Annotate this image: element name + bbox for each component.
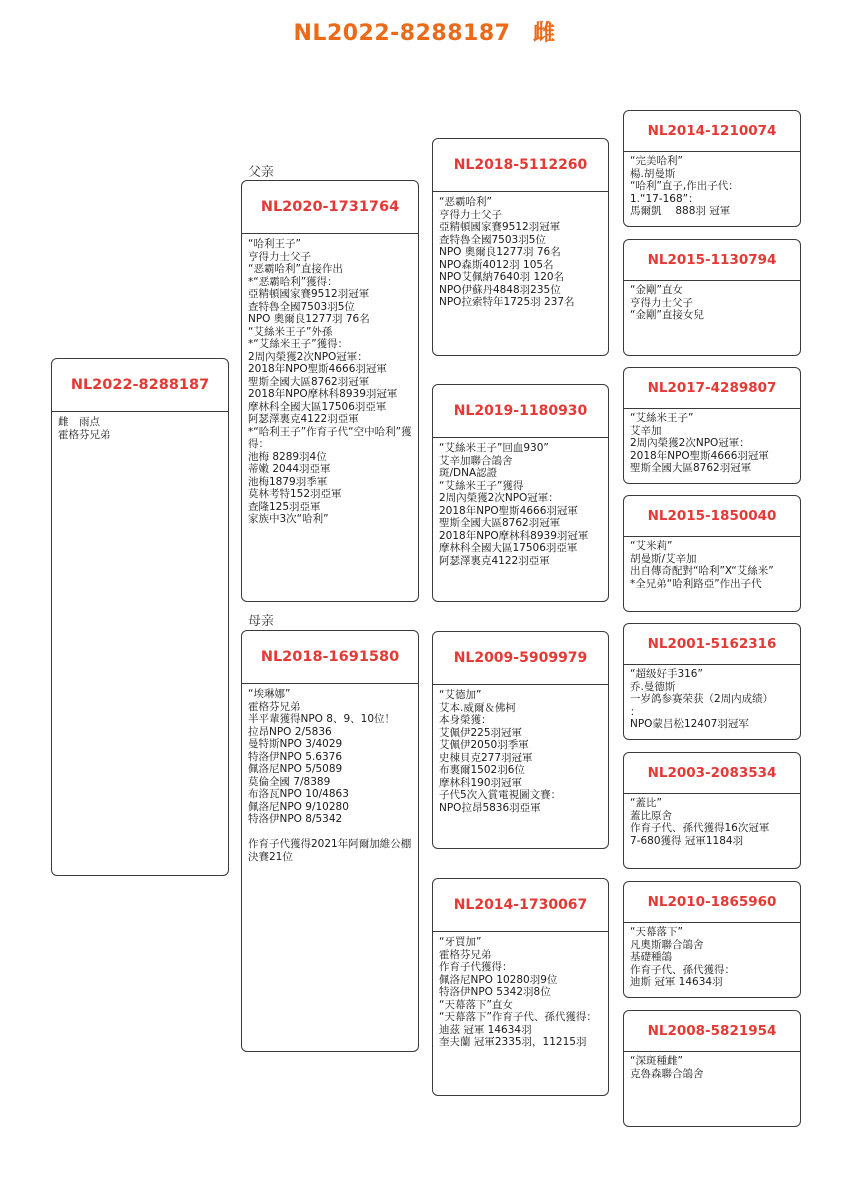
great-grandparent-card-6 (623, 752, 801, 869)
great-grandparent-info-5: “超级好手316” 乔.曼德斯 一岁鸽参赛荣获（2周内成绩） ： NPO蒙吕松12407羽冠军 (630, 668, 774, 730)
great-grandparent-ring-8: NL2008-5821954 (624, 1011, 800, 1052)
grandsire-maternal-card (432, 631, 609, 849)
great-grandparent-info-1: “完美哈利” 楊.胡曼斯 “哈利”直子,作出子代： 1.“17-168”： 馬爾凱 888羽 冠軍 (630, 155, 739, 217)
dam-ring: NL2018-1691580 (242, 631, 418, 684)
great-grandparent-ring-4: NL2015-1850040 (624, 496, 800, 537)
great-grandparent-info-7: “天幕落下” 凡奧斯聯合鴿舍 基礎種鴿 作育子代、孫代獲得： 迪斯 冠軍 14634羽 (630, 926, 735, 988)
great-grandparent-card-3 (623, 367, 801, 484)
sire-info: “哈利王子” 亨得力士父子 “恶霸哈利”直接作出 *“恶霸哈利”獲得： 亞精頓國家賽9512羽冠軍 查特魯全國7503羽5位 NPO 奧爾良1277羽 76名 “艾絲米王子”外孫 *“艾絲米王子”獲得： 2周內榮獲2次NPO冠軍： 2018年NPO聖斯4666羽冠軍 聖斯全國大區8762羽冠軍 2018年NPO摩林科8939羽冠軍 摩林科全國大區17506羽亞軍 阿瑟澤裏克4122羽亞軍 *“哈利王子”作育子代“空中哈利”獲得： 池梅 8289羽4位 蒂嫩 2044羽亞軍 池梅1879羽季軍 莫林考特152羽亞軍 查隆125羽亞軍 家族中3次“哈利” (248, 238, 412, 525)
great-grandparent-ring-2: NL2015-1130794 (624, 240, 800, 281)
dam-card (241, 630, 419, 1052)
subject-ring: NL2022-8288187 (52, 359, 228, 412)
great-grandparent-info-8: “深斑種雌” 克魯森聯合鴿舍 (630, 1055, 704, 1080)
great-grandparent-ring-1: NL2014-1210074 (624, 111, 800, 152)
great-grandparent-info-4: “艾米莉” 胡曼斯/艾辛加 出自傳奇配對“哈利”X“艾絲米” *全兄弟“哈利路亞”作出子代 (630, 540, 774, 590)
granddam-paternal-card (432, 384, 609, 602)
sire-label: 父亲 (248, 165, 275, 180)
dam-label: 母亲 (248, 614, 275, 629)
great-grandparent-card-4 (623, 495, 801, 612)
great-grandparent-info-6: “蓋比” 蓋比原舍 作育子代、孫代獲得16次冠軍 7-680獲得 冠軍1184羽 (630, 797, 770, 847)
granddam-paternal-info: “艾絲米王子”回血930” 艾辛加聯合鴿舍 斑/DNA認證 “艾絲米王子”獲得 2周內榮獲2次NPO冠軍： 2018年NPO聖斯4666羽冠軍 聖斯全國大區8762羽冠軍 2018年NPO摩林科8939羽冠軍 摩林科全國大區17506羽亞軍 阿瑟澤裏克4122羽亞軍 (439, 442, 589, 567)
granddam-maternal-ring: NL2014-1730067 (433, 879, 608, 932)
great-grandparent-card-8 (623, 1010, 801, 1127)
great-grandparent-info-3: “艾絲米王子” 艾辛加 2周內榮獲2次NPO冠軍： 2018年NPO聖斯4666羽冠軍 聖斯全國大區8762羽冠軍 (630, 412, 769, 474)
subject-card (51, 358, 229, 876)
grandsire-paternal-ring: NL2018-5112260 (433, 139, 608, 192)
granddam-maternal-info: “牙買加” 霍格芬兄弟 作育子代獲得： 佩洛尼NPO 10280羽9位 特洛伊NPO 5342羽8位 “天幕落下”直女 “天幕落下”作育子代、孫代獲得： 迪茲 冠軍 14634羽 奎夫蘭 冠軍2335羽，11215羽 (439, 936, 597, 1048)
grandsire-paternal-card (432, 138, 609, 356)
grandsire-maternal-ring: NL2009-5909979 (433, 632, 608, 685)
sire-card (241, 180, 419, 602)
granddam-maternal-card (432, 878, 609, 1096)
great-grandparent-card-1 (623, 110, 801, 227)
sire-ring: NL2020-1731764 (242, 181, 418, 234)
great-grandparent-ring-3: NL2017-4289807 (624, 368, 800, 409)
great-grandparent-card-2 (623, 239, 801, 356)
dam-info: “埃琳娜” 霍格芬兄弟 半平輩獲得NPO 8、9、10位！ 拉昂NPO 2/5836 曼特斯NPO 3/4029 特洛伊NPO 5.6376 佩洛尼NPO 5/5089 莫倫全國 7/8389 布洛瓦NPO 10/4863 佩洛尼NPO 9/10280 特洛伊NPO 8/5342 作育子代獲得2021年阿爾加維公棚決賽21位 (248, 688, 412, 863)
granddam-paternal-ring: NL2019-1180930 (433, 385, 608, 438)
great-grandparent-card-7 (623, 881, 801, 998)
grandsire-paternal-info: “恶霸哈利” 亨得力士父子 亞精頓國家賽9512羽冠軍 查特魯全國7503羽5位 NPO 奧爾良1277羽 76名 NPO森斯4012羽 105名 NPO艾佩納7640羽 120名 NPO伊蘇丹4848羽235位 NPO拉索特年1725羽 237名 (439, 196, 575, 308)
subject-info: 雌 雨点 霍格芬兄弟 (58, 416, 111, 441)
grandsire-maternal-info: “艾德加” 艾本.威爾＆佛柯 本身榮獲： 艾佩伊225羽冠軍 艾佩伊2050羽季軍 史棟貝克277羽冠軍 布裏爾1502羽6位 摩林科190羽冠軍 子代5次入賞電視圖文賽： NPO拉昂5836羽亞軍 (439, 689, 562, 814)
great-grandparent-card-5 (623, 623, 801, 740)
great-grandparent-ring-6: NL2003-2083534 (624, 753, 800, 794)
great-grandparent-ring-7: NL2010-1865960 (624, 882, 800, 923)
great-grandparent-info-2: “金剛”直女 亨得力士父子 “金剛”直接女兒 (630, 284, 704, 321)
page-title: NL2022-8288187 雌 (293, 21, 556, 46)
great-grandparent-ring-5: NL2001-5162316 (624, 624, 800, 665)
